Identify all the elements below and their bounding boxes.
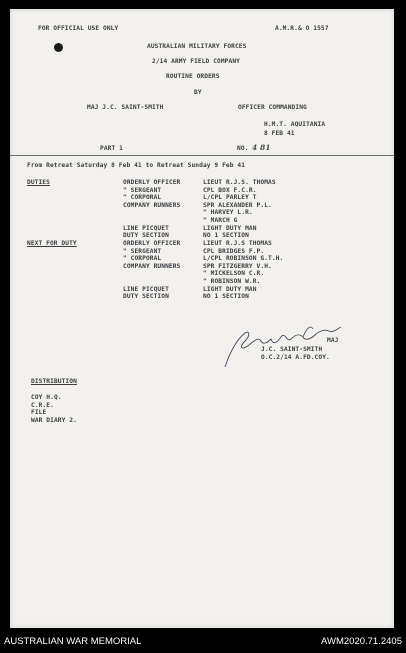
duty-role: ORDERLY OFFICER [123,179,181,186]
duty-role: DUTY SECTION [123,293,169,301]
duty-role: LINE PICQUET [123,285,169,293]
unit-title: 2/14 ARMY FIELD COMPANY [152,58,240,65]
next-for-duty-heading: NEXT FOR DUTY [27,240,77,247]
punch-hole [54,43,63,52]
distribution-item: COY H.Q. [31,394,62,401]
duty-assignee: LIGHT DUTY MAN [203,285,257,293]
part-label: PART 1 [100,145,123,152]
duty-role: " CORPORAL [123,255,162,263]
duty-assignee: LIEUT R.J.S THOMAS [203,240,272,247]
classification-label: FOR OFFICIAL USE ONLY [38,25,119,32]
duty-role: " SERGEANT [123,186,162,194]
organisation-title: AUSTRALIAN MILITARY FORCES [147,43,247,50]
form-reference: A.M.R.& O 1557 [275,25,329,32]
duty-role: " SERGEANT [123,247,162,255]
duty-assignee: L/CPL PARLEY T [203,194,257,202]
by-label: BY [194,89,202,96]
duty-role: LINE PICQUET [123,224,169,232]
duty-assignee: SPR ALEXANDER P.L. [203,201,272,209]
order-date: 8 FEB 41 [264,130,295,137]
duty-assignee: LIEUT R.J.S. THOMAS [203,179,276,186]
distribution-item: FILE [31,409,47,417]
duty-assignee: " MARCH G [203,217,238,224]
distribution-heading: DISTRIBUTION [31,378,77,385]
order-number-label: NO. [237,145,249,152]
footer-accession-number: AWM2020.71.2405 [321,636,402,647]
duty-assignee: " HARVEY L.R. [203,209,253,217]
duty-role: COMPANY RUNNERS [123,262,181,270]
distribution-item: WAR DIARY 2. [31,416,77,424]
duty-assignee: NO 1 SECTION [203,293,249,301]
header-divider [10,155,394,156]
footer-bar [0,628,406,653]
document-page [10,9,394,628]
duty-assignee: CPL BOX F.C.R. [203,186,257,194]
duty-assignee: LIGHT DUTY MAN [203,224,257,232]
officer-name: MAJ J.C. SAINT-SMITH [87,104,164,111]
duty-assignee: " MICKELSON C.R. [203,270,265,278]
officer-role: OFFICER COMMANDING [238,104,307,111]
duty-assignee: " ROBINSON W.R. [203,278,261,285]
duty-assignee: SPR FITZGERRY V.H. [203,262,272,270]
duty-assignee: L/CPL ROBINSON G.T.H. [203,255,284,263]
duty-role: " CORPORAL [123,194,162,202]
footer-institution: AUSTRALIAN WAR MEMORIAL [4,636,142,647]
order-number-value: 4 81 [252,143,271,152]
duty-assignee: CPL BRIDGES F.P. [203,247,265,255]
duty-assignee: NO 1 SECTION [203,232,249,240]
duty-role: COMPANY RUNNERS [123,201,181,209]
duty-role: ORDERLY OFFICER [123,240,181,247]
signature-role: O.C.2/14 A.FD.COY. [261,354,330,361]
distribution-item: C.R.E. [31,401,54,409]
duties-heading: DUTIES [27,179,50,186]
signature-rank: MAJ [327,337,339,344]
ship-name: H.M.T. AQUITANIA [264,121,326,128]
document-title: ROUTINE ORDERS [166,73,220,80]
signature-name: J.C. SAINT-SMITH [261,346,323,353]
duty-role: DUTY SECTION [123,232,169,240]
period-line: From Retreat Saturday 8 Feb 41 to Retreat Sunday 9 Feb 41 [27,162,246,169]
